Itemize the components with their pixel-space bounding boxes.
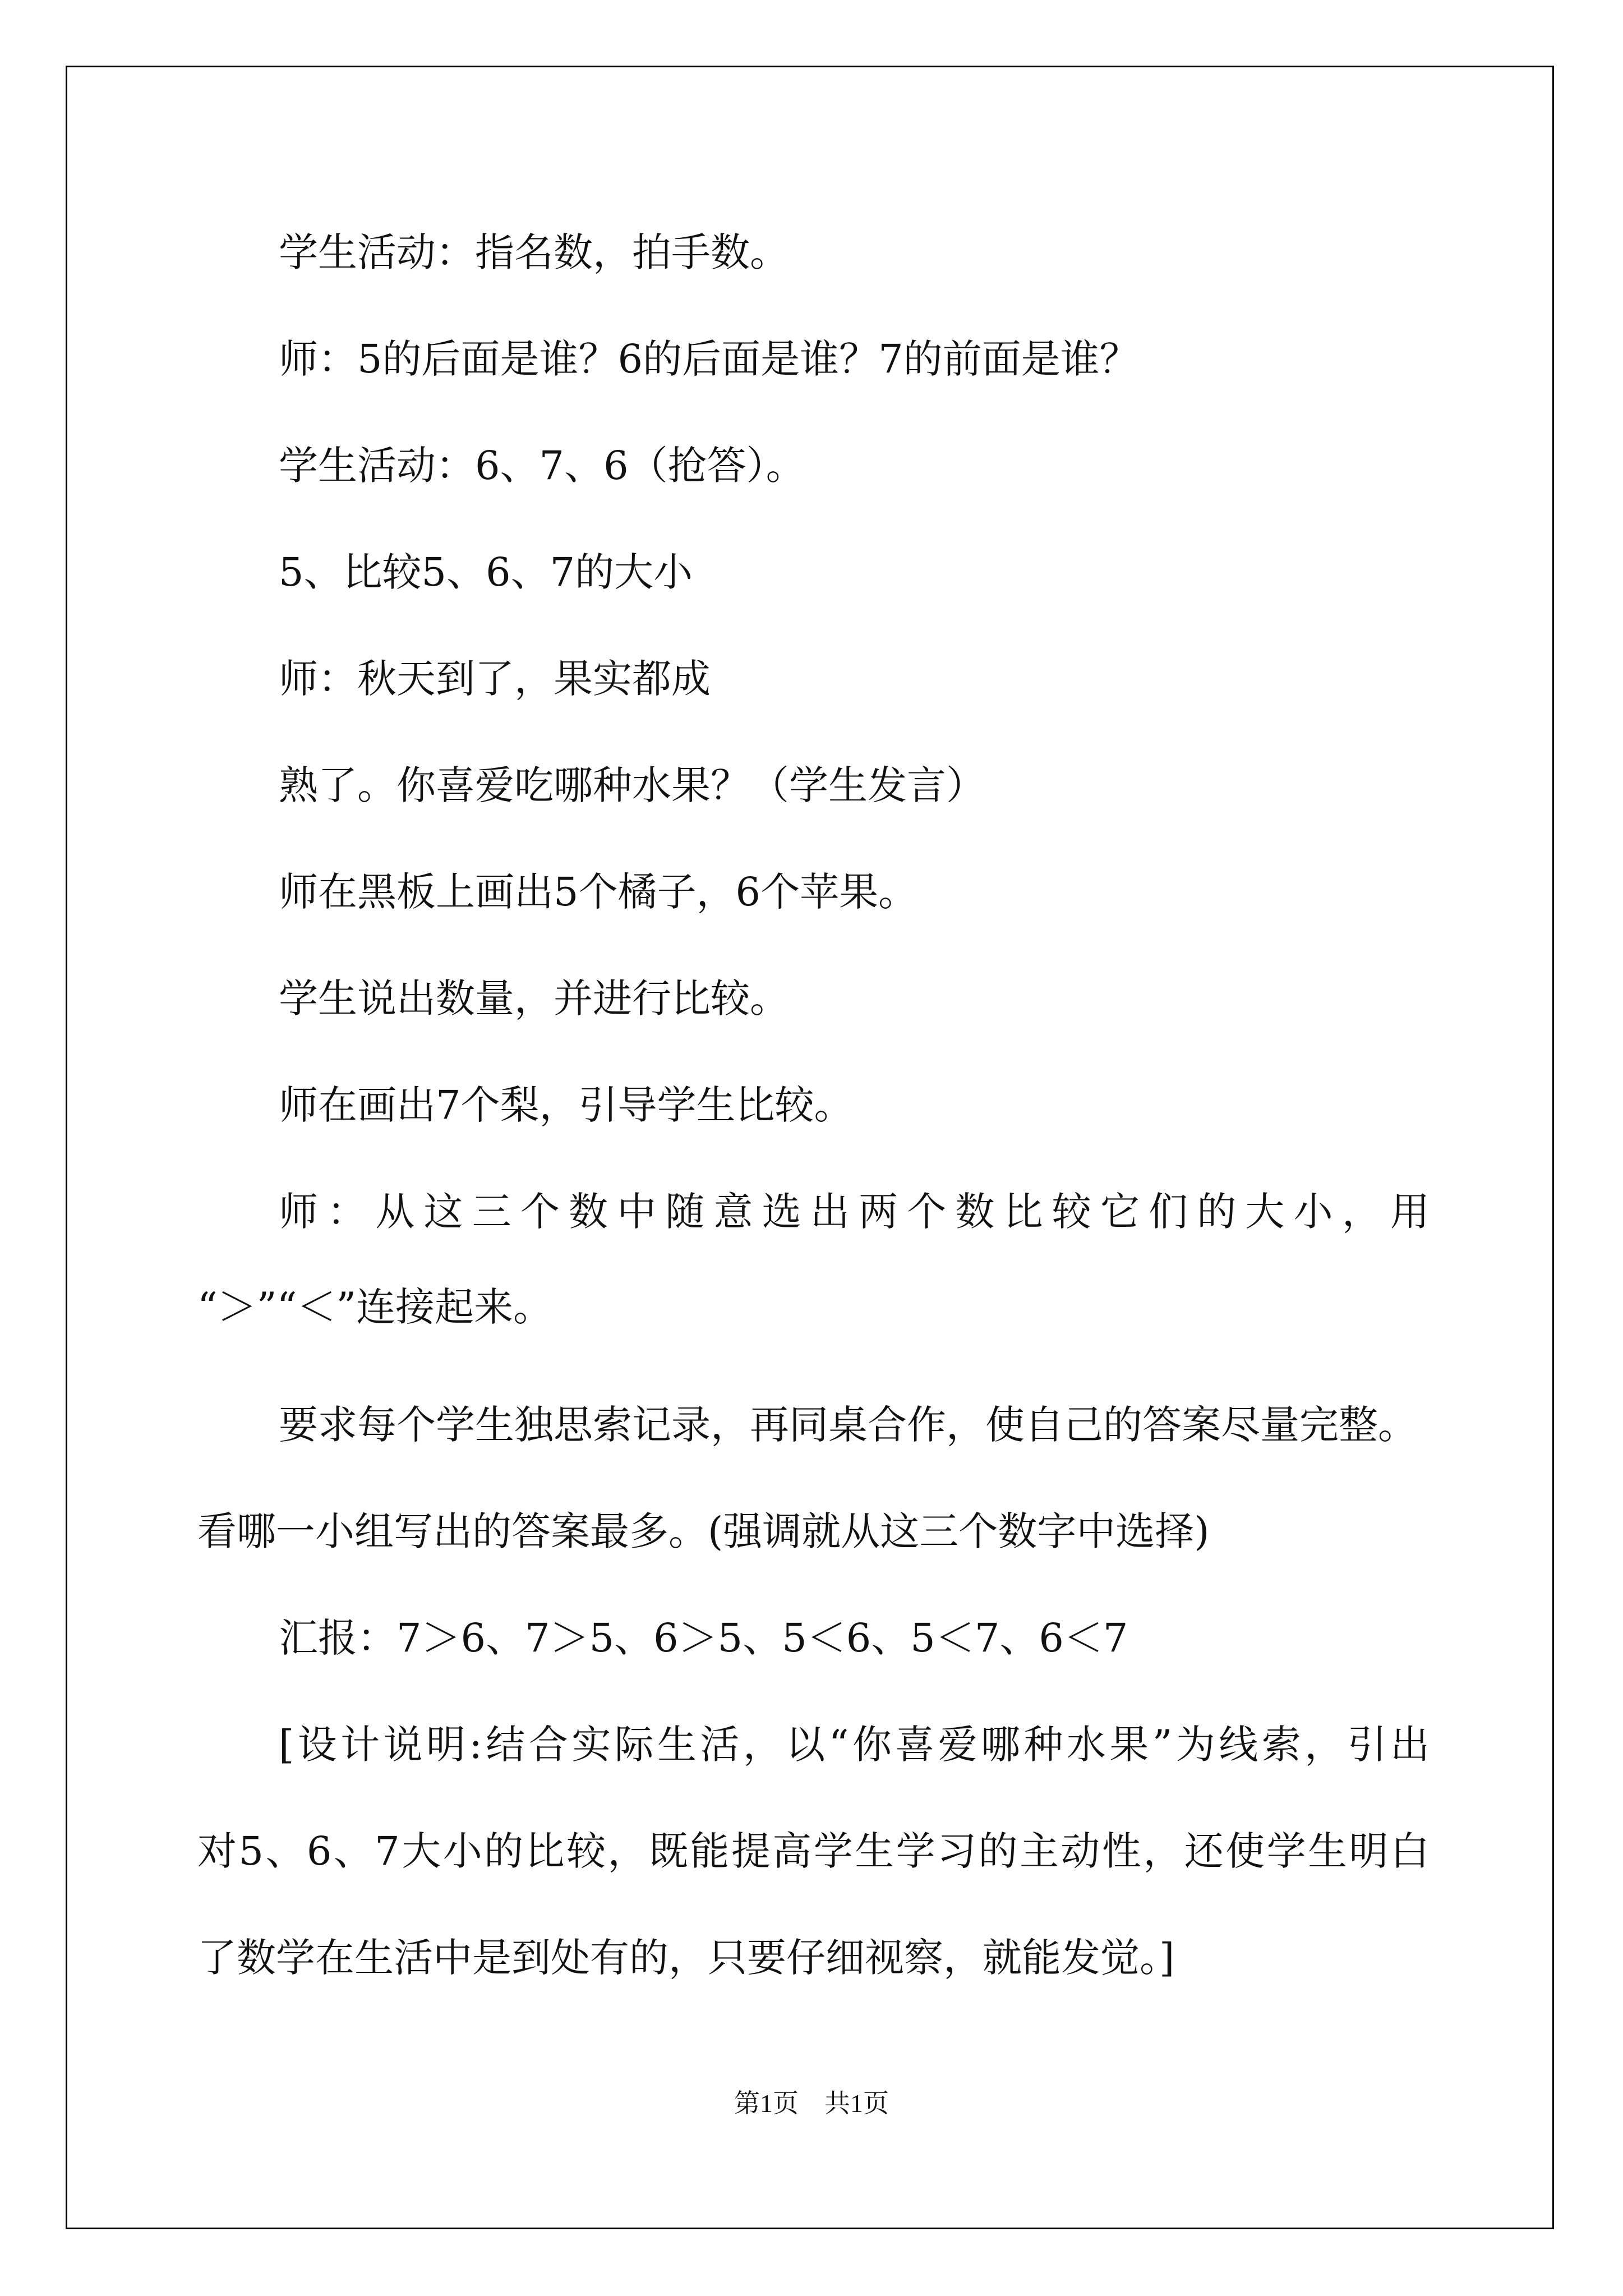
paragraph-13-line-3: 了数学在生活中是到处有的，只要仔细视察，就能发觉。] [197, 1935, 1175, 1981]
paragraph-9: 师在画出7个梨，引导学生比较。 [279, 1082, 854, 1128]
page-footer: 第1页 共1页 [734, 2089, 889, 2118]
paragraph-12: 汇报：7＞6、7＞5、6＞5、5＜6、5＜7、6＜7 [279, 1615, 1128, 1661]
paragraph-13-line-2: 对5、6、7大小的比较，既能提高学生学习的主动性，还使学生明白 [197, 1828, 1430, 1874]
paragraph-10-line-1: 师：从这三个数中随意选出两个数比较它们的大小，用 [279, 1189, 1430, 1235]
paragraph-1: 学生活动：指名数，拍手数。 [279, 229, 789, 275]
paragraph-11-line-2: 看哪一小组写出的答案最多。(强调就从这三个数字中选择) [197, 1508, 1210, 1554]
paragraph-3: 学生活动：6、7、6（抢答）。 [279, 443, 805, 489]
paragraph-10-line-2: “＞”“＜”连接起来。 [197, 1284, 553, 1330]
paragraph-11-line-1: 要求每个学生独思索记录，再同桌合作，使自己的答案尽量完整。 [279, 1402, 1417, 1448]
page-border [66, 66, 1554, 2229]
paragraph-6: 熟了。你喜爱吃哪种水果？（学生发言） [279, 762, 985, 808]
paragraph-7: 师在黑板上画出5个橘子，6个苹果。 [279, 869, 918, 915]
paragraph-13-line-1: [设计说明:结合实际生活，以“你喜爱哪种水果”为线索，引出 [279, 1722, 1430, 1768]
paragraph-4: 5、比较5、6、7的大小 [279, 549, 693, 595]
paragraph-2: 师：5的后面是谁？6的后面是谁？7的前面是谁？ [279, 336, 1139, 382]
paragraph-8: 学生说出数量，并进行比较。 [279, 976, 789, 1022]
paragraph-5: 师：秋天到了，果实都成 [279, 656, 711, 702]
